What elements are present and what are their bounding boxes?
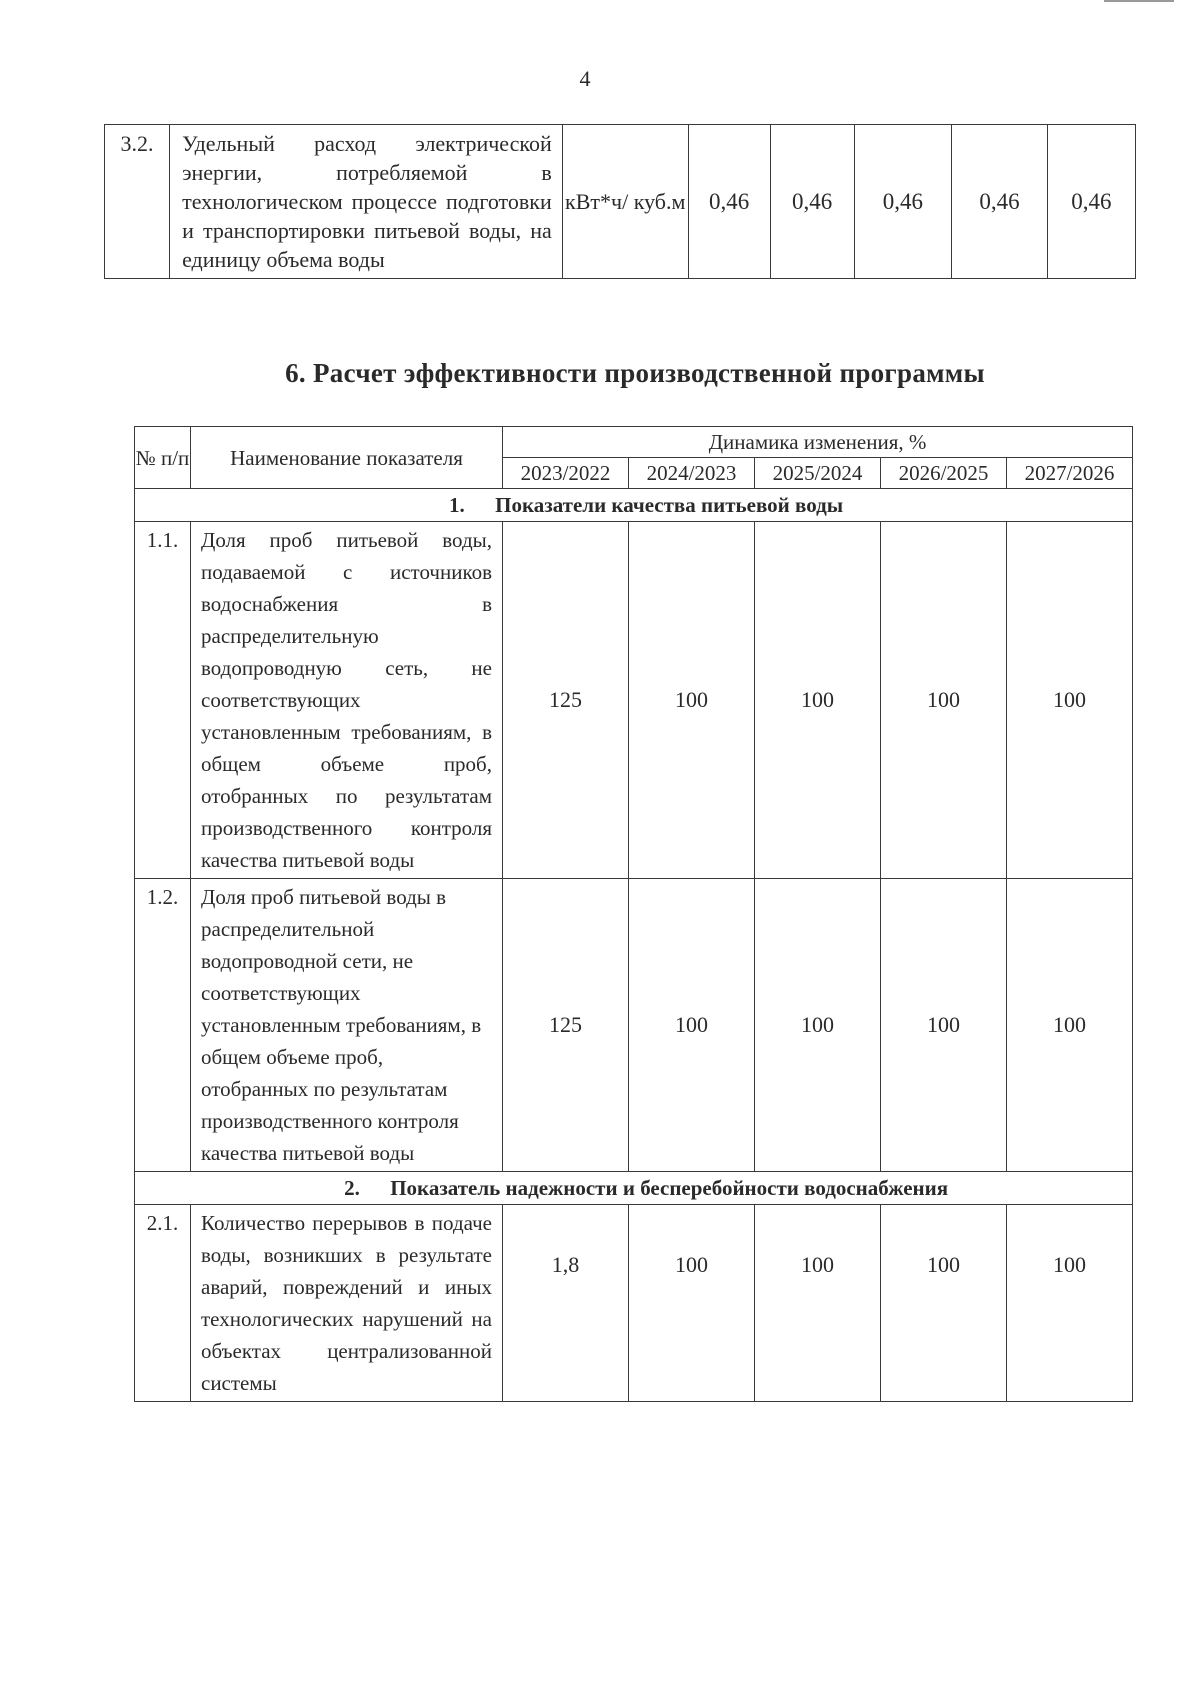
value-cell: 100: [629, 1205, 755, 1402]
value-cell: 100: [1007, 522, 1133, 879]
section-heading: Показатель надежности и бесперебойности водоснабжения: [390, 1176, 949, 1200]
section-number: 1.: [449, 493, 465, 517]
header-name: Наименование показателя: [191, 427, 503, 489]
value-cell: 100: [755, 879, 881, 1172]
value-cell: 100: [629, 522, 755, 879]
header-year: 2026/2025: [881, 458, 1007, 489]
section-row: [135, 1172, 1133, 1205]
header-dynamics: Динамика изменения, %: [503, 427, 1133, 458]
scan-edge-mark: [1104, 0, 1174, 2]
section-heading: Показатели качества питьевой воды: [495, 493, 844, 517]
table-row: [135, 1205, 1133, 1402]
value-cell: 100: [881, 522, 1007, 879]
value-cell: 0,46: [688, 125, 770, 279]
value-cell: 0,46: [1047, 125, 1135, 279]
page-number: 4: [579, 66, 591, 91]
value-cell: 100: [755, 522, 881, 879]
value-cell: 0,46: [952, 125, 1048, 279]
section-row: [135, 489, 1133, 522]
section-number: 2.: [344, 1176, 360, 1200]
value-cell: 100: [629, 879, 755, 1172]
indicator-name: Количество перерывов в подаче воды, возникших в результате аварий, повреждений и иных технологических нарушений на объектах централизованной системы: [191, 1205, 503, 1402]
header-year: 2027/2026: [1007, 458, 1133, 489]
row-number: 3.2.: [105, 125, 170, 279]
header-year: 2025/2024: [755, 458, 881, 489]
table-row: [105, 125, 1136, 279]
value-cell: 100: [881, 879, 1007, 1172]
indicator-name: Доля проб питьевой воды, подаваемой с источников водоснабжения в распределительную водопроводную сеть, не соответствующих установленным требованиям, в общем объеме проб, отобранных по результатам производственного контроля качества питьевой воды: [191, 522, 503, 879]
indicator-name: Доля проб питьевой воды в распределительной водопроводной сети, не соответствующих установленным требованиям, в общем объеме проб, отобранных по результатам производственного контроля качества питьевой воды: [191, 879, 503, 1172]
header-row: [135, 427, 1133, 458]
header-year: 2024/2023: [629, 458, 755, 489]
row-number: 1.1.: [135, 522, 191, 879]
value-cell: 1,8: [503, 1205, 629, 1402]
indicator-name: Удельный расход электрической энергии, потребляемой в технологическом процессе подготовки и транспортировки питьевой воды, на единицу объема воды: [170, 125, 563, 279]
header-year: 2023/2022: [503, 458, 629, 489]
value-cell: 0,46: [854, 125, 952, 279]
value-cell: 100: [755, 1205, 881, 1402]
value-cell: 100: [1007, 879, 1133, 1172]
value-cell: 100: [881, 1205, 1007, 1402]
efficiency-table: [134, 426, 1133, 1402]
table-row: [135, 879, 1133, 1172]
header-num: № п/п: [135, 427, 191, 489]
section-title: 6. Расчет эффективности производственной программы: [285, 358, 985, 388]
value-cell: 125: [503, 879, 629, 1172]
row-number: 1.2.: [135, 879, 191, 1172]
value-cell: 0,46: [770, 125, 854, 279]
top-table: [104, 124, 1136, 279]
row-number: 2.1.: [135, 1205, 191, 1402]
value-cell: 100: [1007, 1205, 1133, 1402]
unit-cell: кВт*ч/ куб.м: [562, 125, 688, 279]
value-cell: 125: [503, 522, 629, 879]
table-row: [135, 522, 1133, 879]
